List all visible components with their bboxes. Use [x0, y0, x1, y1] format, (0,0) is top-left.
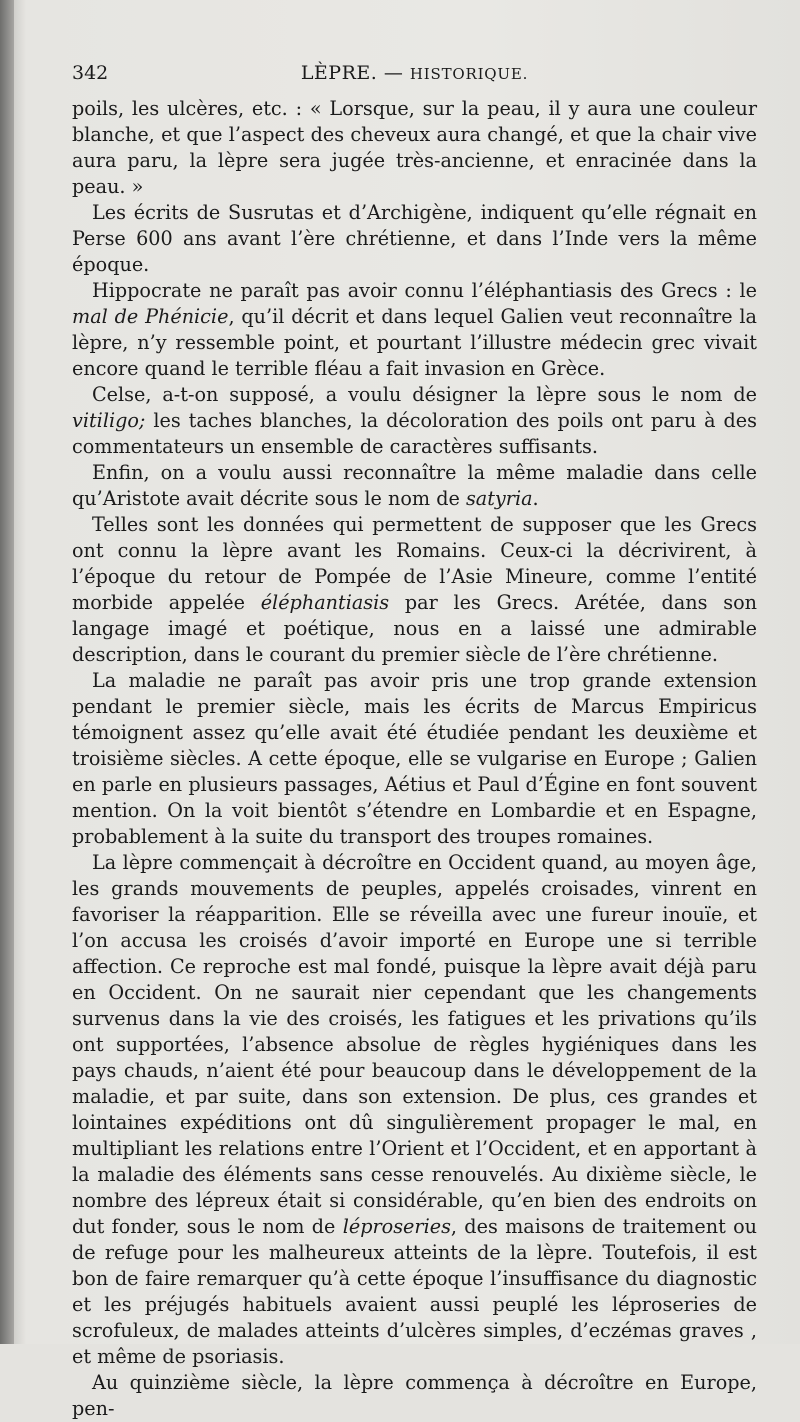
italic-term: satyria [465, 487, 533, 510]
italic-term: léproseries [342, 1215, 451, 1238]
text-run: , des maisons de traitement ou de refuge pour les malheureux atteints de la lèpre. Toutefois, il est bon de faire remarquer qu’à cette époque l’insuffisance du diagnostic et les préjugés habituels avaient aussi peuplé les léproseries de scrofuleux, de malades atteints d’ulcères simples, d’eczémas graves , et même de psoriasis. [72, 1215, 757, 1368]
paragraph [72, 460, 757, 512]
text-run: Hippocrate ne paraît pas avoir connu l’éléphantiasis des Grecs : le [92, 279, 757, 302]
text-run: , qu’il décrit et dans lequel Galien veut reconnaître la lèpre, n’y ressemble point, et pourtant l’illustre médecin grec vivait encore quand le terrible fléau a fait invasion en Grèce. [72, 305, 757, 380]
paragraph [72, 200, 757, 278]
text-run: poils, les ulcères, etc. : « Lorsque, sur la peau, il y aura une couleur blanche, et que l’aspect des cheveux aura changé, et que la chair vive aura paru, la lèpre sera jugée très-ancienne, et enracinée dans la peau. » [72, 97, 757, 198]
italic-term: éléphantiasis [260, 591, 390, 614]
text-run: Les écrits de Susrutas et d’Archigène, indiquent qu’elle régnait en Perse 600 ans avant l’ère chrétienne, et dans l’Inde vers la même époque. [72, 201, 757, 276]
body-text [72, 96, 757, 1422]
text-run: Celse, a-t-on supposé, a voulu désigner la lèpre sous le nom de [92, 383, 757, 406]
paragraph [72, 1370, 757, 1422]
text-run: La lèpre commençait à décroître en Occident quand, au moyen âge, les grands mouvements de peuples, appelés croisades, vinrent en favoriser la réapparition. Elle se réveilla avec une fureur inouïe, et l’on accusa les croisés d’avoir importé en Europe une si terrible affection. Ce reproche est mal fondé, puisque la lèpre avait déjà paru en Occident. On ne saurait nier cependant que les changements survenus dans la vie des croisés, les fatigues et les privations qu’ils ont supportées, l’absence absolue de règles hygiéniques dans les pays chauds, n’aient été pour beaucoup dans le développement de la maladie, et par suite, dans son extension. De plus, ces grandes et lointaines expéditions ont dû singulièrement propager le mal, en multipliant les relations entre l’Orient et l’Occident, et en apportant à la maladie des éléments sans cesse renouvelés. Au dixième siècle, le nombre des lépreux était si considérable, qu’en bien des endroits on dut fonder, sous le nom de [72, 851, 757, 1238]
text-run: . [532, 487, 539, 510]
running-head-separator: — [383, 62, 404, 84]
text-run: Telles sont les données qui permettent de supposer que les Grecs ont connu la lèpre avant les Romains. Ceux-ci la décrivirent, à l’époque du retour de Pompée de l’Asie Mineure, comme l’entité morbide appelée [72, 513, 757, 614]
text-run: par les Grecs. Arétée, dans son langage imagé et poétique, nous en a laissé une admirable description, dans le courant du premier siècle de l’ère chrétienne. [72, 591, 757, 666]
page-number: 342 [72, 62, 109, 84]
paragraph [72, 96, 757, 200]
running-head-section: HISTORIQUE. [409, 65, 529, 83]
text-run: La maladie ne paraît pas avoir pris une trop grande extension pendant le premier siècle, mais les écrits de Marcus Empiricus témoignent assez qu’elle avait été étudiée pendant les deuxième et troisième siècles. A cette époque, elle se vulgarise en Europe ; Galien en parle en plusieurs passages, Aétius et Paul d’Égine en font souvent mention. On la voit bientôt s’étendre en Lombardie et en Espagne, probablement à la suite du transport des troupes romaines. [72, 669, 757, 848]
paragraph [72, 850, 757, 1370]
text-run: Enfin, on a voulu aussi reconnaître la même maladie dans celle qu’Aristote avait décrite sous le nom de [72, 461, 757, 510]
book-spine-shadow [0, 0, 14, 1344]
text-run: Au quinzième siècle, la lèpre commença à décroître en Europe, pen- [72, 1371, 757, 1420]
paragraph [72, 668, 757, 850]
running-head-title: LÈPRE. [300, 62, 378, 84]
page-header [72, 58, 757, 92]
italic-term: vitiligo; [72, 409, 146, 432]
italic-term: mal de Phénicie [72, 305, 229, 328]
paragraph [72, 382, 757, 460]
running-head [72, 62, 757, 84]
text-run: les taches blanches, la décoloration des poils ont paru à des commentateurs un ensemble de caractères suffisants. [72, 409, 757, 458]
paragraph [72, 278, 757, 382]
paragraph [72, 512, 757, 668]
